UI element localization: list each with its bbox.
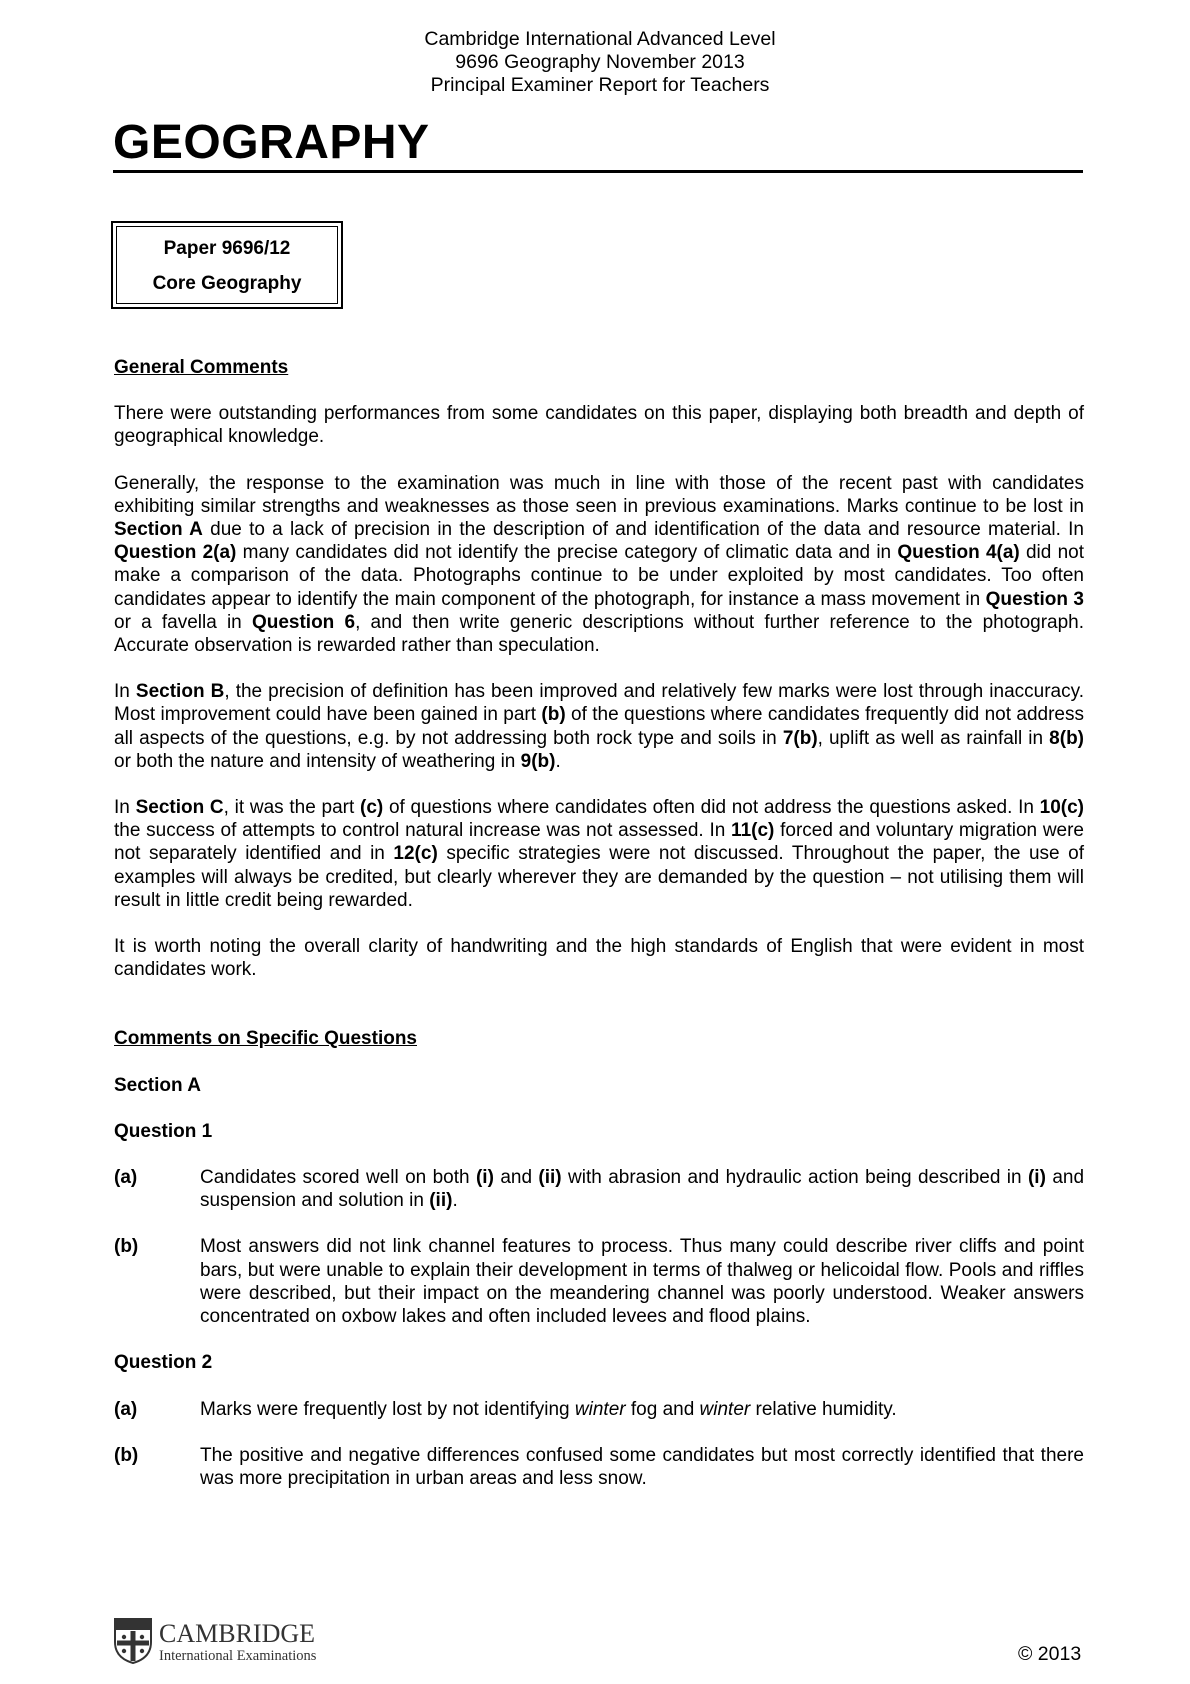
header-syllabus: 9696 Geography November 2013: [455, 51, 745, 73]
question-1a-text: Candidates scored well on both (i) and (ii) with abrasion and hydraulic action being described in (i) and suspension and solution in (ii).: [200, 1167, 1085, 1212]
report-body: [114, 356, 1084, 1490]
question-1a-label: (a): [114, 1167, 138, 1189]
question-2b-label: (b): [114, 1444, 139, 1466]
question-2b-text: The positive and negative differences confused some candidates but most correctly identified that there was more precipitation in urban areas and less snow.: [200, 1444, 1084, 1489]
paper-box: [111, 221, 343, 309]
question-1a: [114, 1166, 1084, 1212]
question-2a-text: Marks were frequently lost by not identifying winter fog and winter relative humidity.: [200, 1398, 897, 1420]
question-1b-label: (b): [114, 1236, 139, 1258]
question-2b: [114, 1444, 1084, 1490]
crest-icon: [115, 1619, 151, 1663]
header-report-type: Principal Examiner Report for Teachers: [430, 74, 770, 96]
question-1b: [114, 1235, 1084, 1328]
paper-name: Core Geography: [152, 273, 302, 294]
section-a-heading: Section A: [114, 1074, 201, 1096]
question-2a-label: (a): [114, 1398, 138, 1420]
general-paragraph-1: There were outstanding performances from some candidates on this paper, displaying both breadth and depth of geographical knowledge.: [114, 403, 1084, 448]
report-header: [0, 28, 1190, 97]
paper-number: Paper 9696/12: [163, 238, 291, 259]
paper-box-inner: [116, 226, 338, 304]
logo-subtitle: International Examinations: [159, 1648, 317, 1664]
general-paragraph-5: It is worth noting the overall clarity of handwriting and the high standards of English that were evident in most candidates work.: [114, 936, 1084, 981]
cambridge-logo: [113, 1616, 353, 1664]
question-1b-text: Most answers did not link channel features to process. Thus many could describe river cliffs and point bars, but were unable to explain their development in terms of thalweg or helicoidal flow. Pools and riffles were described, but their impact on the meandering channel was poorly understood. Weaker answers concentrated on oxbow lakes and often included levees and flood plains.: [200, 1236, 1084, 1328]
general-paragraph-4: In Section C, it was the part (c) of questions where candidates often did not address the questions asked. In 10(c) the success of attempts to control natural increase was not assessed. In 11(c) forced and voluntary migration were not separately identified and in 12(c) specific strategies were not discussed. Throughout the paper, the use of examples will always be credited, but clearly wherever they are demanded by the question – not utilising them will result in little credit being rewarded.: [114, 797, 1085, 911]
question-1-heading: Question 1: [114, 1120, 213, 1142]
question-2-heading: Question 2: [114, 1352, 213, 1374]
header-qualification: Cambridge International Advanced Level: [424, 28, 776, 50]
logo-wordmark: CAMBRIDGE: [159, 1619, 316, 1648]
title-divider: [113, 170, 1083, 173]
page-title: GEOGRAPHY: [113, 116, 430, 169]
specific-comments-heading: Comments on Specific Questions: [114, 1028, 417, 1050]
general-paragraph-2: Generally, the response to the examination was much in line with those of the recent past with candidates exhibiting similar strengths and weaknesses as those seen in previous examinations. Marks continue to be lost in Section A due to a lack of precision in the description of and identification of the data and resource material. In Question 2(a) many candidates did not identify the precise category of climatic data and in Question 4(a) did not make a comparison of the data. Photographs continue to be under exploited by most candidates. Too often candidates appear to identify the main component of the photograph, for instance a mass movement in Question 3 or a favella in Question 6, and then write generic descriptions without further reference to the photograph. Accurate observation is rewarded rather than speculation.: [114, 472, 1085, 657]
general-paragraph-3: In Section B, the precision of definition has been improved and relatively few marks were lost through inaccuracy. Most improvement could have been gained in part (b) of the questions where candidates frequently did not address all aspects of the questions, e.g. by not addressing both rock type and soils in 7(b), uplift as well as rainfall in 8(b) or both the nature and intensity of weathering in 9(b).: [114, 681, 1084, 772]
question-2a: [114, 1398, 1084, 1421]
copyright: © 2013: [1018, 1643, 1082, 1665]
general-comments-heading: General Comments: [114, 357, 289, 378]
